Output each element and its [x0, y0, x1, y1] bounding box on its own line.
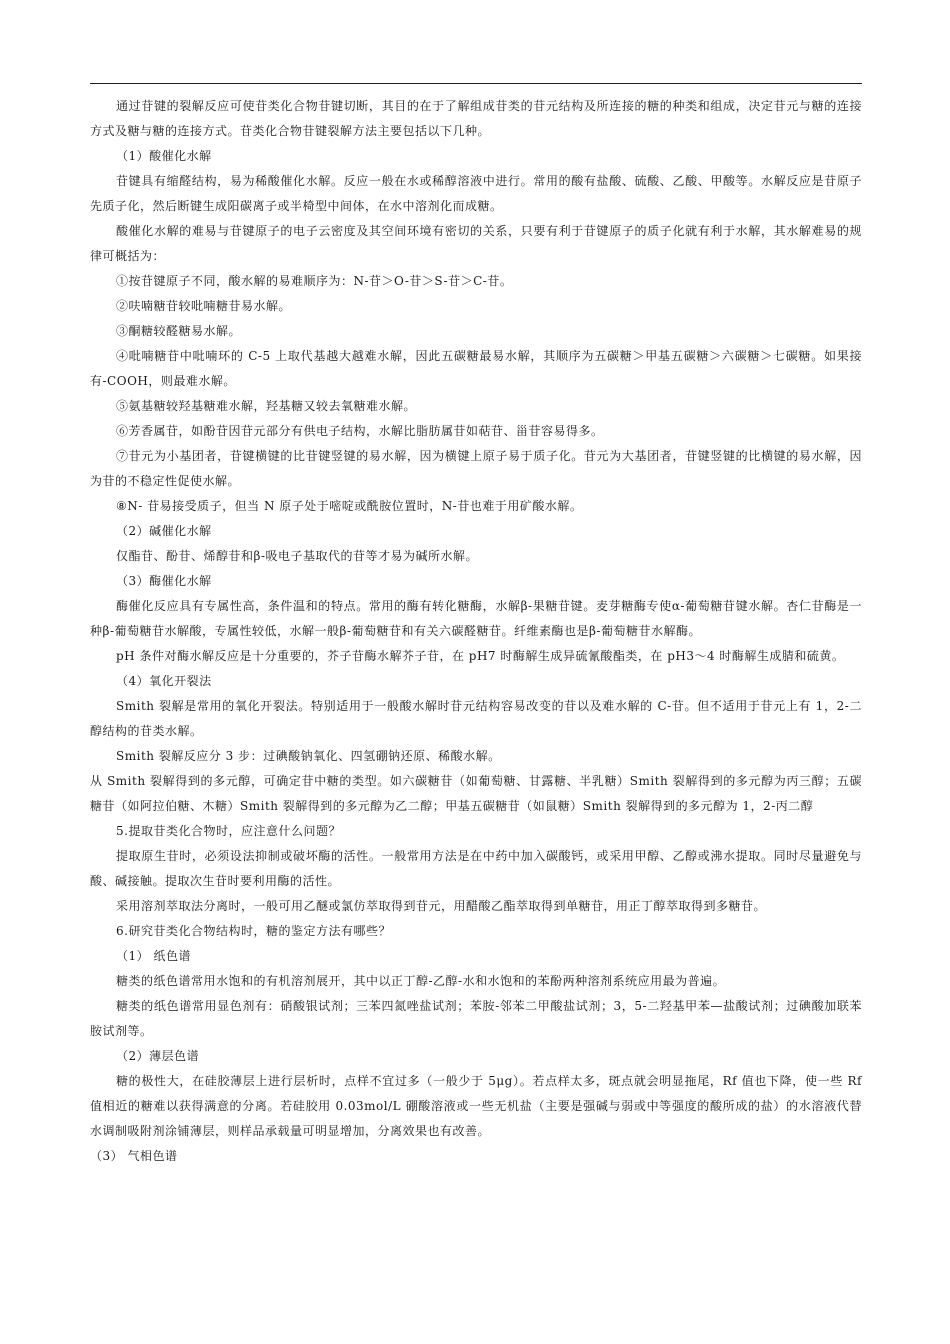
paragraph: 苷键具有缩醛结构，易为稀酸催化水解。反应一般在水或稀醇溶液中进行。常用的酸有盐酸、硫酸、乙酸、甲酸等。水解反应是苷原子先质子化，然后断键生成阳碳离子或半椅型中间体，在水中溶剂化而成糖。	[90, 174, 862, 213]
paragraph: ③酮糖较醛糖易水解。	[116, 324, 242, 338]
paragraph: Smith 裂解是常用的氧化开裂法。特别适用于一般酸水解时苷元结构容易改变的苷以及难水解的 C-苷。但不适用于苷元上有 1，2-二醇结构的苷类水解。	[90, 699, 862, 738]
paragraph: pH 条件对酶水解反应是十分重要的，芥子苷酶水解芥子苷，在 pH7 时酶解生成异硫氰酸酯类，在 pH3～4 时酶解生成腈和硫黄。	[116, 649, 845, 663]
paragraph: 采用溶剂萃取法分离时，一般可用乙醚或氯仿萃取得到苷元，用醋酸乙酯萃取得到单糖苷，用正丁醇萃取得到多糖苷。	[116, 899, 767, 913]
document-body	[90, 94, 862, 1169]
paragraph: ④吡喃糖苷中吡喃环的 C-5 上取代基越大越难水解，因此五碳糖最易水解，其顺序为五碳糖＞甲基五碳糖＞六碳糖＞七碳糖。如果接有-COOH，则最难水解。	[90, 349, 862, 388]
paragraph: 酶催化反应具有专属性高，条件温和的特点。常用的酶有转化糖酶，水解β-果糖苷键。麦芽糖酶专使α-葡萄糖苷键水解。杏仁苷酶是一种β-葡萄糖苷水解酸，专属性较低，水解一般β-葡萄糖苷和有关六碳醛糖苷。纤维素酶也是β-葡萄糖苷水解酶。	[90, 599, 862, 638]
paragraph: ②呋喃糖苷较吡喃糖苷易水解。	[116, 299, 292, 313]
paragraph: （1）酸催化水解	[116, 149, 212, 163]
paragraph: 提取原生苷时，必须设法抑制或破坏酶的活性。一般常用方法是在中药中加入碳酸钙，或采用甲醇、乙醇或沸水提取。同时尽量避免与酸、碱接触。提取次生苷时要利用酶的活性。	[90, 849, 862, 888]
paragraph: （2）薄层色谱	[116, 1049, 200, 1063]
paragraph: ⑤氨基糖较羟基糖难水解，羟基糖又较去氧糖难水解。	[116, 399, 417, 413]
paragraph: （3） 气相色谱	[90, 1149, 178, 1163]
header-rule	[90, 83, 862, 84]
paragraph: （3）酶催化水解	[116, 574, 212, 588]
paragraph: ①按苷键原子不同，酸水解的易难顺序为：N-苷＞O-苷＞S-苷＞C-苷。	[116, 274, 513, 288]
paragraph: 6.研究苷类化合物结构时，糖的鉴定方法有哪些？	[116, 924, 391, 938]
paragraph: 糖的极性大，在硅胶薄层上进行层析时，点样不宜过多（一般少于 5μg）。若点样太多，斑点就会明显拖尾，Rf 值也下降，使一些 Rf 值相近的糖难以获得满意的分离。若硅胶用 0.03mol/L 硼酸溶液或一些无机盐（主要是强碱与弱或中等强度的酸所成的盐）的水溶液代替水调制吸附剂涂铺薄层，则样品承载量可明显增加，分离效果也有改善。	[90, 1074, 862, 1138]
paragraph: （4）氧化开裂法	[116, 674, 212, 688]
paragraph: （1） 纸色谱	[116, 949, 191, 963]
paragraph: Smith 裂解反应分 3 步：过碘酸钠氧化、四氢硼钠还原、稀酸水解。	[116, 749, 501, 763]
paragraph: ⑥芳香属苷，如酚苷因苷元部分有供电子结构，水解比脂肪属苷如萜苷、甾苷容易得多。	[116, 424, 604, 438]
paragraph: （2）碱催化水解	[116, 524, 212, 538]
paragraph: 糖类的纸色谱常用水饱和的有机溶剂展开，其中以正丁醇-乙醇-水和水饱和的苯酚两种溶剂系统应用最为普遍。	[116, 974, 726, 988]
paragraph: 5.提取苷类化合物时，应注意什么问题？	[116, 824, 341, 838]
paragraph: ⑦苷元为小基团者，苷键横键的比苷键竖键的易水解，因为横键上原子易于质子化。苷元为大基团者，苷键竖键的比横键的易水解，因为苷的不稳定性促使水解。	[90, 449, 862, 488]
paragraph: 仅酯苷、酚苷、烯醇苷和β-吸电子基取代的苷等才易为碱所水解。	[116, 549, 478, 563]
paragraph: 酸催化水解的难易与苷键原子的电子云密度及其空间环境有密切的关系，只要有利于苷键原子的质子化就有利于水解，其水解难易的规律可概括为：	[90, 224, 862, 263]
paragraph: 从 Smith 裂解得到的多元醇，可确定苷中糖的类型。如六碳糖苷（如葡萄糖、甘露糖、半乳糖）Smith 裂解得到的多元醇为丙三醇；五碳糖苷（如阿拉伯糖、木糖）Smith 裂解得到的多元醇为乙二醇；甲基五碳糖苷（如鼠糖）Smith 裂解得到的多元醇为 1，2-丙二醇	[90, 774, 862, 813]
paragraph: 糖类的纸色谱常用显色剂有：硝酸银试剂；三苯四氮唑盐试剂；苯胺-邻苯二甲酸盐试剂；3，5-二羟基甲苯—盐酸试剂；过碘酸加联苯胺试剂等。	[90, 999, 862, 1038]
paragraph: 通过苷键的裂解反应可使苷类化合物苷键切断，其目的在于了解组成苷类的苷元结构及所连接的糖的种类和组成，决定苷元与糖的连接方式及糖与糖的连接方式。苷类化合物苷键裂解方法主要包括以下几种。	[90, 99, 862, 138]
paragraph: ⑧N- 苷易接受质子，但当 N 原子处于嘧啶或酰胺位置时，N-苷也难于用矿酸水解。	[116, 499, 583, 513]
